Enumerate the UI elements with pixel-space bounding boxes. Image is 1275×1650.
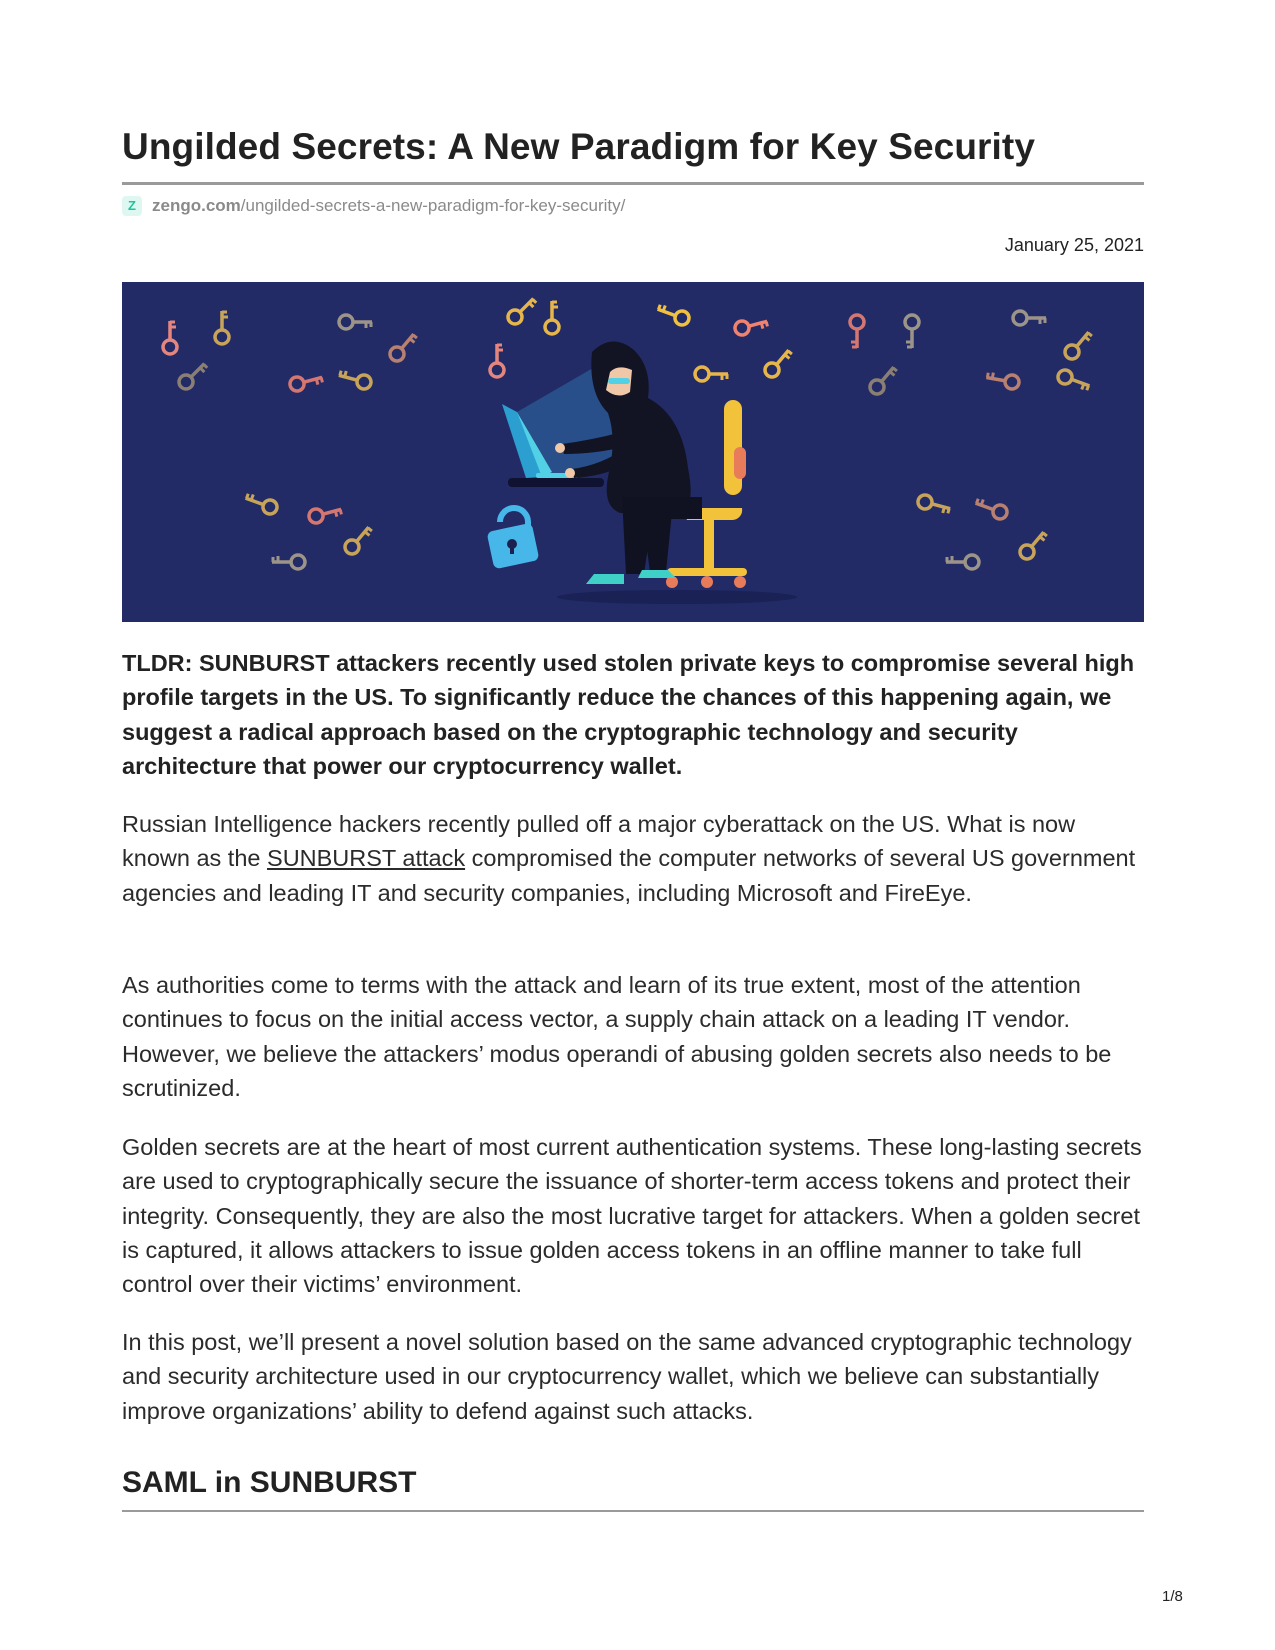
intro-paragraph (122, 807, 1144, 910)
source-path: /ungilded-secrets-a-new-paradigm-for-key-security/ (240, 196, 626, 215)
intro-text-before: Russian Intelligence hackers recently pulled off a major cyberattack on the US. What is now known as the (122, 811, 1076, 872)
hacker-illustration-icon (122, 282, 1144, 622)
sunburst-attack-link[interactable]: SUNBURST attack (267, 845, 466, 872)
source-link[interactable] (122, 196, 625, 216)
section-heading: SAML in SUNBURST (122, 1466, 417, 1499)
publish-date: January 25, 2021 (1004, 235, 1144, 255)
hero-image (122, 282, 1144, 622)
page-number: 1/8 (1162, 1588, 1183, 1605)
body-paragraph-4: In this post, we’ll present a novel solution based on the same advanced cryptographic technology and security architecture used in our cryptocurrency wallet, which we believe can substantially improve organizations’ ability to defend against such attacks. (122, 1329, 1132, 1424)
body-paragraph-2: As authorities come to terms with the attack and learn of its true extent, most of the attention continues to focus on the initial access vector, a supply chain attack on a leading IT vendor. However, we believe the attackers’ modus operandi of abusing golden secrets also needs to be scrutinized. (122, 972, 1112, 1101)
section-divider (122, 1510, 1144, 1512)
page-title: Ungilded Secrets: A New Paradigm for Key Security (122, 126, 1036, 167)
tldr-paragraph: TLDR: SUNBURST attackers recently used stolen private keys to compromise several high profile targets in the US. To significantly reduce the chances of this happening again, we suggest a radical approach based on the cryptographic technology and security architecture that power our cryptocurrency wallet. (122, 650, 1135, 779)
source-domain: zengo.com (152, 196, 241, 215)
zengo-favicon-icon: Z (122, 196, 142, 216)
body-paragraph-3: Golden secrets are at the heart of most current authentication systems. These long-lasting secrets are used to cryptographically secure the issuance of shorter-term access tokens and protect their integrity. Consequently, they are also the most lucrative target for attackers. When a golden secret is captured, it allows attackers to issue golden access tokens in an offline manner to take full control over their victims’ environment. (122, 1134, 1142, 1298)
intro-text-after: compromised the computer networks of several US government agencies and leading IT and security companies, including Microsoft and FireEye. (122, 845, 1136, 906)
title-divider (122, 182, 1144, 185)
